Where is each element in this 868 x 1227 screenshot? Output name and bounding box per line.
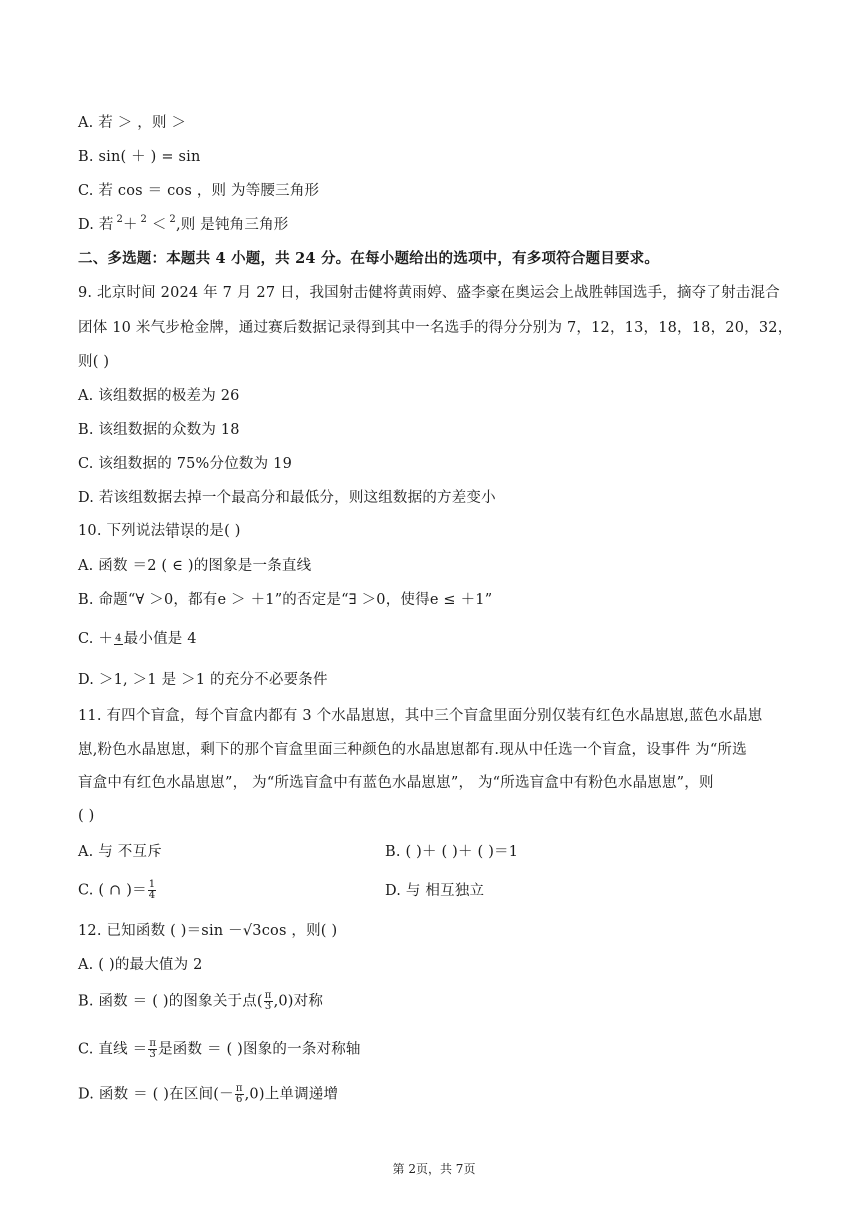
q10-option-a: A. 函数 ＝2 ( ∈ )的图象是一条直线 (78, 558, 312, 574)
q9-option-b: B. 该组数据的众数为 18 (78, 422, 240, 438)
q10-stem-post: 的是( ) (194, 523, 241, 539)
q9-stem-line3: 则( ) (78, 354, 110, 370)
q11-stem-line4: ( ) (78, 808, 95, 824)
q12-b-frac-den: 3 (264, 1001, 272, 1012)
q11-c-fraction (148, 880, 157, 901)
q9-stem-line2: 团体 10 米气步枪金牌，通过赛后数据记录得到其中一名选手的得分分别为 7，12，13，18，18，20，32， (78, 320, 793, 336)
q11-c-pre: C. ( ∩ )＝ (78, 882, 147, 899)
q8-d-mid: ＋ (123, 217, 143, 233)
q10-c-fraction (114, 634, 123, 645)
q11-stem-line1: 11. 有四个盲盒，每个盲盒内都有 3 个水晶崽崽，其中三个盲盒里面分别仅装有红色水晶崽崽,蓝色水晶崽 (78, 708, 763, 724)
q12-d-fraction (235, 1084, 244, 1105)
q10-option-c (78, 629, 197, 649)
q10-emphasis-2: 误 (179, 523, 195, 539)
q11-stem-line3: 盲盒中有红色水晶崽崽”， 为“所选盲盒中有蓝色水晶崽崽”， 为“所选盲盒中有粉色水晶崽崽”，则 (78, 775, 714, 791)
q9-option-d: D. 若该组数据去掉一个最高分和最低分，则这组数据的方差变小 (78, 490, 496, 506)
q8-option-b: B. sin( ＋ ) = sin (78, 149, 201, 165)
q10-c-pre: C. ＋ (78, 631, 114, 647)
q8-d-pre: D. 若 (78, 217, 119, 233)
q12-option-d (78, 1084, 338, 1105)
page-footer: 第 2页，共 7页 (392, 1162, 476, 1176)
q12-d-frac-den: 6 (235, 1094, 243, 1105)
q12-option-a: A. ( )的最大值为 2 (78, 957, 203, 973)
q10-option-b: B. 命题“∀ ＞0，都有e ＞ ＋1”的否定是“∃ ＞0，使得e ≤ ＋1” (78, 592, 493, 608)
q11-option-d: D. 与 相互独立 (385, 883, 485, 899)
q12-d-pre: D. 函数 ＝ ( )在区间(－ (78, 1086, 234, 1103)
q8-d-sup3: 2 (169, 214, 176, 225)
q9-stem-line1: 9. 北京时间 2024 年 7 月 27 日，我国射击健将黄雨婷、盛李豪在奥运会上战胜韩国选手，摘夺了射击混合 (78, 285, 780, 301)
q10-c-post: 最小值是 4 (123, 631, 197, 647)
q11-option-b: B. ( )＋ ( )＋ ( )＝1 (385, 844, 519, 860)
q8-d-post: ,则 是钝角三角形 (175, 217, 289, 233)
q12-b-fraction (264, 991, 273, 1012)
q8-d-mid2: ＜ (147, 217, 172, 233)
q11-c-frac-num: 1 (148, 879, 156, 890)
q11-option-c (78, 880, 157, 901)
q11-c-frac-den: 4 (148, 890, 156, 901)
q8-option-a: A. 若 ＞ ，则 ＞ (78, 115, 187, 131)
q12-c-frac-den: 3 (149, 1049, 156, 1060)
q10-emphasis-1: 错 (165, 523, 180, 539)
q8-d-sup2: 2 (140, 214, 148, 225)
q8-d-sup1: 2 (116, 214, 123, 225)
q10-stem-pre: 10. 下列说法 (78, 523, 166, 539)
q12-b-pre: B. 函数 ＝ ( )的图象关于点( (78, 993, 263, 1010)
q9-option-a: A. 该组数据的极差为 26 (78, 388, 240, 404)
q12-b-post: ,0)对称 (273, 993, 324, 1010)
q12-c-post: 是函数 ＝ ( )图象的一条对称轴 (158, 1041, 361, 1058)
q12-c-frac-num: π (149, 1038, 157, 1049)
q12-option-c (78, 1039, 361, 1060)
q12-stem: 12. 已知函数 ( )＝sin －√3cos ，则( ) (78, 923, 338, 939)
q12-c-fraction (148, 1039, 157, 1060)
q8-option-c: C. 若 cos ＝ cos ，则 为等腰三角形 (78, 183, 320, 199)
q12-option-b (78, 991, 323, 1012)
q10-stem (78, 521, 241, 541)
q12-c-pre: C. 直线 ＝ (78, 1041, 148, 1058)
q10-option-d: D. ＞1, ＞1 是 ＞1 的充分不必要条件 (78, 672, 328, 688)
q9-option-c: C. 该组数据的 75%分位数为 19 (78, 456, 292, 472)
q8-option-d (78, 215, 289, 237)
q10-c-frac-num: 4 (115, 632, 122, 644)
q11-stem-line2: 崽,粉色水晶崽崽，剩下的那个盲盒里面三种颜色的水晶崽崽都有.现从中任选一个盲盒，设事件 为“所选 (78, 742, 747, 758)
q11-option-a: A. 与 不互斥 (78, 844, 162, 860)
section-heading: 二、多选题：本题共 4 小题，共 24 分。在每小题给出的选项中，有多项符合题目要求。 (78, 250, 660, 267)
q12-d-frac-num: π (235, 1083, 243, 1094)
q12-d-post: ,0)上单调递增 (244, 1086, 339, 1103)
q12-b-frac-num: π (264, 990, 272, 1001)
